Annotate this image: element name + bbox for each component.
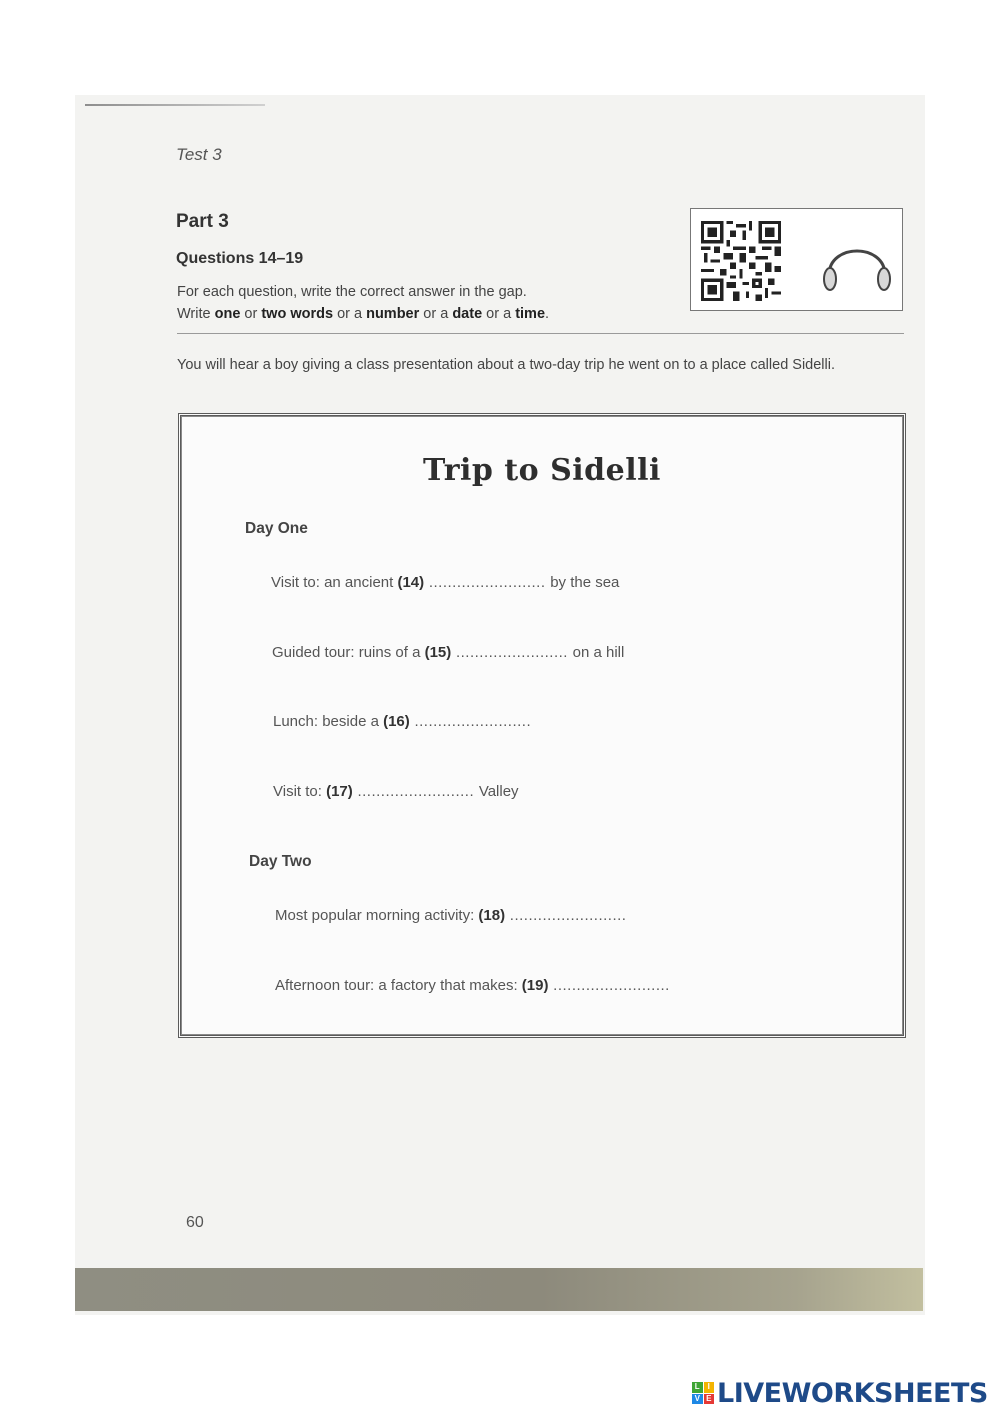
top-rule <box>85 104 265 106</box>
question-number: (17) <box>326 783 353 800</box>
instr-text: or a <box>482 306 516 322</box>
question-number: (16) <box>383 713 410 730</box>
instr-bold: two words <box>261 306 334 322</box>
audio-box[interactable] <box>690 208 903 311</box>
worksheet-title: Trip to Sidelli <box>423 453 661 488</box>
logo-letter: I <box>704 1382 715 1393</box>
instr-text: or a <box>419 306 453 322</box>
question-text: Lunch: beside a <box>273 713 384 730</box>
intro-text: You will hear a boy giving a class presentation about a two-day trip he went on to a place called Sidelli. <box>177 357 836 373</box>
logo-text: LIVEWORKSHEETS <box>717 1377 988 1409</box>
question-number: (15) <box>424 644 452 661</box>
logo-letter: E <box>704 1394 715 1405</box>
instr-bold: number <box>366 306 420 322</box>
question-text: Guided tour: ruins of a <box>272 644 425 661</box>
question-text: on a hill <box>572 644 625 661</box>
question-14 <box>271 574 619 591</box>
worksheet-frame <box>178 413 906 1038</box>
logo-letter: V <box>692 1394 703 1405</box>
question-number: (14) <box>397 574 425 591</box>
instr-text: or <box>240 306 262 322</box>
section-divider <box>177 333 904 334</box>
question-text: Valley <box>478 783 519 800</box>
instruction-line-1: For each question, write the correct answer in the gap. <box>177 284 527 300</box>
question-16 <box>273 713 531 730</box>
question-text: Afternoon tour: a factory that makes: <box>275 977 522 994</box>
answer-gap[interactable]: ......................... <box>548 977 670 994</box>
question-18 <box>275 907 626 924</box>
day-one-heading: Day One <box>245 520 308 537</box>
instr-bold: one <box>214 306 241 322</box>
instr-bold: time <box>515 306 546 322</box>
question-17 <box>273 783 519 800</box>
question-text: Most popular morning activity: <box>275 907 479 924</box>
instruction-line-2 <box>177 306 549 322</box>
question-number: (18) <box>478 907 506 924</box>
question-text: Visit to: an ancient <box>271 574 398 591</box>
answer-gap[interactable]: ......................... <box>505 907 627 924</box>
questions-title: Questions 14–19 <box>176 250 304 267</box>
page-number: 60 <box>186 1214 204 1231</box>
liveworksheets-logo[interactable] <box>692 1376 988 1410</box>
answer-gap[interactable]: ......................... <box>409 713 532 730</box>
instr-text: or a <box>333 306 367 322</box>
answer-gap[interactable]: ......................... <box>424 574 551 591</box>
day-two-heading: Day Two <box>249 853 312 870</box>
answer-gap[interactable]: ......................... <box>352 783 479 800</box>
part-title: Part 3 <box>176 211 229 232</box>
question-15 <box>272 644 624 661</box>
answer-gap[interactable]: ........................ <box>451 644 573 661</box>
instr-bold: date <box>452 306 483 322</box>
instr-text: Write <box>177 306 215 322</box>
headphones-icon <box>819 231 895 295</box>
test-label: Test 3 <box>176 145 222 164</box>
logo-squares-icon <box>692 1382 714 1404</box>
question-number: (19) <box>521 977 549 994</box>
qr-code-icon[interactable] <box>701 221 781 301</box>
logo-letter: L <box>692 1382 703 1393</box>
question-text: by the sea <box>550 574 620 591</box>
instr-text: . <box>545 306 550 322</box>
question-text: Visit to: <box>273 783 327 800</box>
bottom-bar <box>75 1268 923 1311</box>
question-19 <box>275 977 670 994</box>
